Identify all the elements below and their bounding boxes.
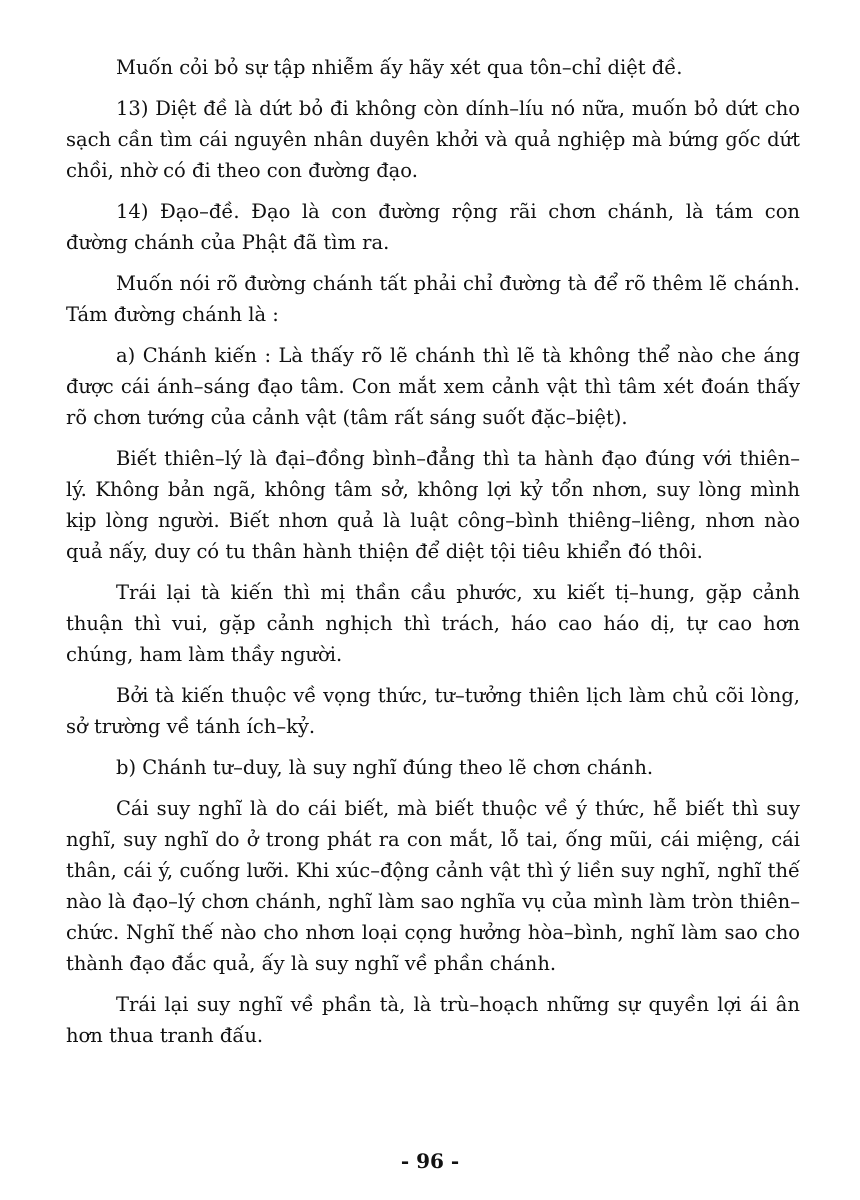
paragraph-5: a) Chánh kiến : Là thấy rõ lẽ chánh thì lẽ tà không thể nào che áng được cái ánh–sáng đạo tâm. Con mắt xem cảnh vật thì tâm xét đoán thấy rõ chơn tướng của cảnh vật (tâm rất sáng suốt đặc–biệt). bbox=[66, 344, 800, 429]
page-number: - 96 - bbox=[400, 1149, 460, 1173]
paragraph-3: 14) Đạo–đề. Đạo là con đường rộng rãi chơn chánh, là tám con đường chánh của Phật đã tìm ra. bbox=[66, 200, 800, 254]
paragraph-7: Trái lại tà kiến thì mị thần cầu phước, xu kiết tị–hung, gặp cảnh thuận thì vui, gặp cảnh nghịch thì trách, háo cao háo dị, tự cao hơn chúng, ham làm thầy người. bbox=[66, 581, 800, 666]
paragraph-6: Biết thiên–lý là đại–đồng bình–đẳng thì ta hành đạo đúng với thiên–lý. Không bản ngã, không tâm sở, không lợi kỷ tổn nhơn, suy lòng mình kịp lòng người. Biết nhơn quả là luật công–bình thiêng–liêng, nhơn nào quả nấy, duy có tu thân hành thiện để diệt tội tiêu khiển đó thôi. bbox=[66, 447, 800, 563]
paragraph-8: Bởi tà kiến thuộc về vọng thức, tư–tưởng thiên lịch làm chủ cõi lòng, sở trường về tánh ích–kỷ. bbox=[66, 684, 800, 738]
paragraph-11: Trái lại suy nghĩ về phần tà, là trù–hoạch những sự quyền lợi ái ân hơn thua tranh đấu. bbox=[66, 993, 800, 1047]
paragraph-4: Muốn nói rõ đường chánh tất phải chỉ đường tà để rõ thêm lẽ chánh. Tám đường chánh là : bbox=[66, 272, 800, 326]
paragraph-9: b) Chánh tư–duy, là suy nghĩ đúng theo lẽ chơn chánh. bbox=[116, 756, 654, 779]
paragraph-1: Muốn cỏi bỏ sự tập nhiễm ấy hãy xét qua tôn–chỉ diệt đề. bbox=[116, 56, 683, 79]
paragraph-2: 13) Diệt đề là dứt bỏ đi không còn dính–líu nó nữa, muốn bỏ dứt cho sạch cần tìm cái nguyên nhân duyên khởi và quả nghiệp mà bứng gốc dứt chồi, nhờ có đi theo con đường đạo. bbox=[66, 97, 800, 182]
paragraph-10: Cái suy nghĩ là do cái biết, mà biết thuộc về ý thức, hễ biết thì suy nghĩ, suy nghĩ do ở trong phát ra con mắt, lỗ tai, ống mũi, cái miệng, cái thân, cái ý, cuống lưỡi. Khi xúc–động cảnh vật thì ý liền suy nghĩ, nghĩ thế nào là đạo–lý chơn chánh, nghĩ làm sao nghĩa vụ của mình làm tròn thiên–chức. Nghĩ thế nào cho nhơn loại cọng hưởng hòa–bình, nghĩ làm sao cho thành đạo đắc quả, ấy là suy nghĩ về phần chánh. bbox=[66, 797, 800, 975]
